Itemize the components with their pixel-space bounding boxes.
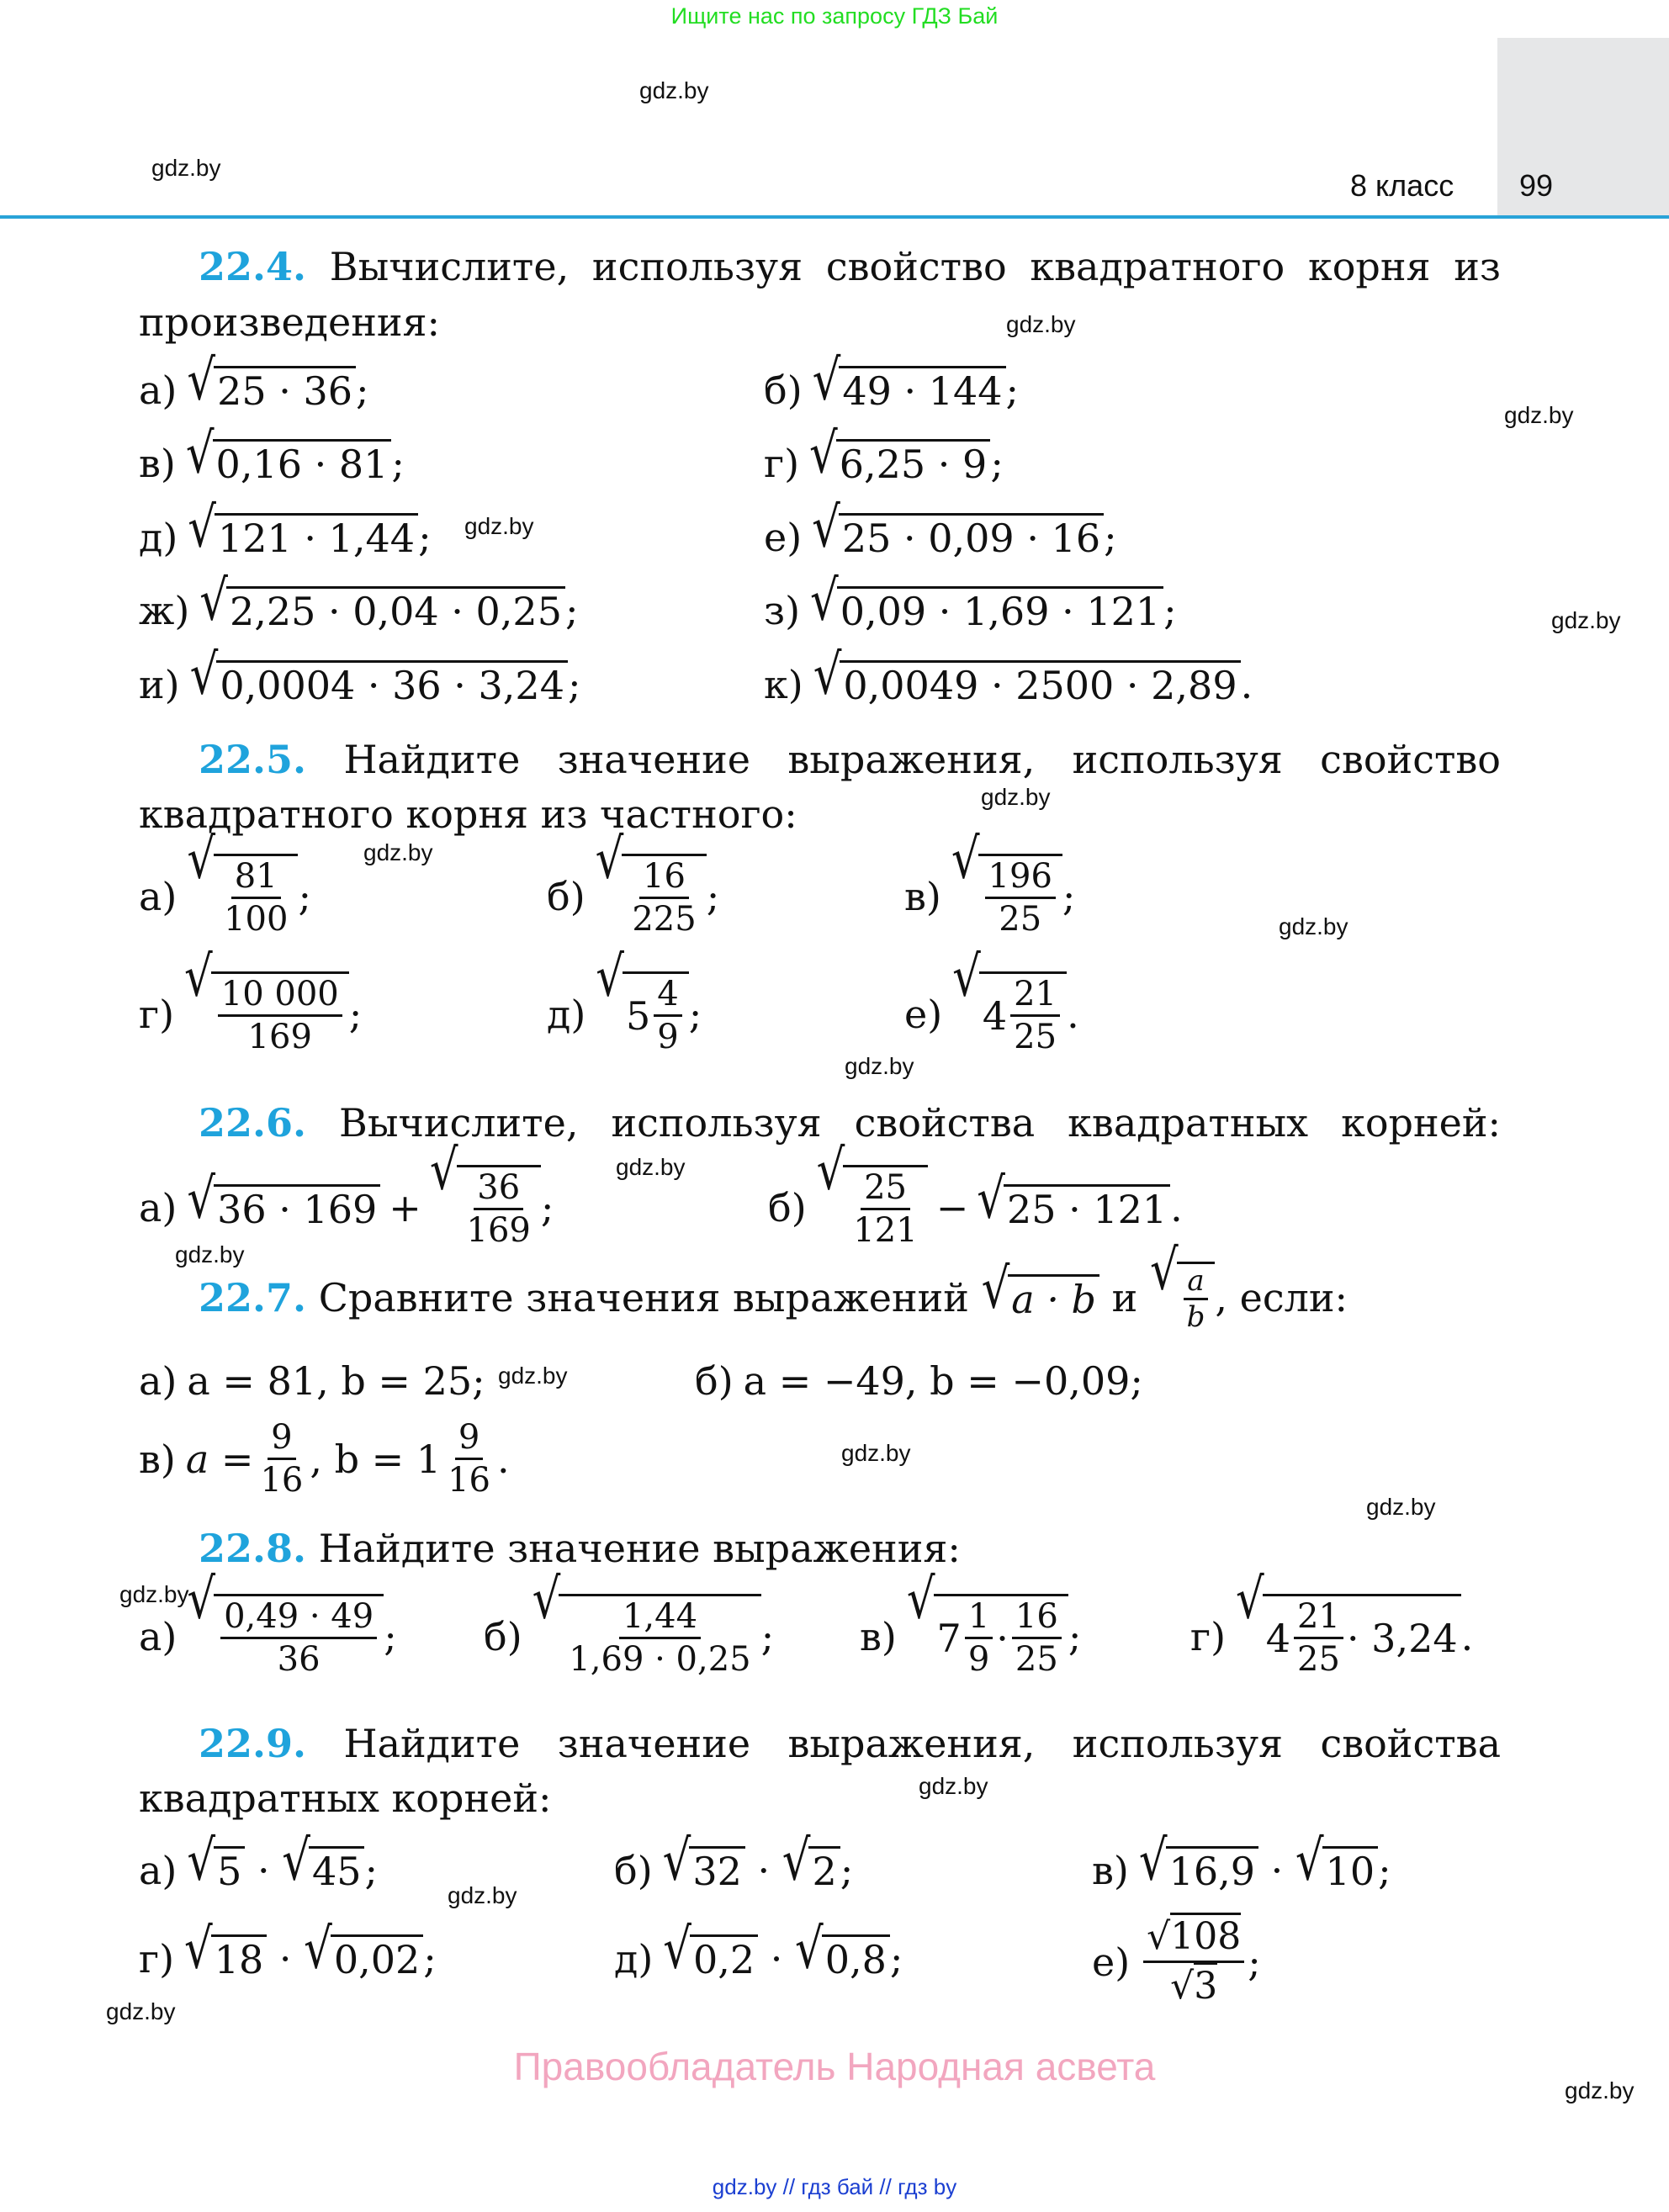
radical-icon: √ [812,495,840,560]
punct: ; [1068,1614,1082,1659]
sqrt [185,421,392,487]
watermark: gdz.by [175,1241,245,1267]
ex227-item-v [139,1417,510,1500]
watermark: gdz.by [981,784,1051,810]
ex227-item-b [695,1358,1143,1404]
numerator: 16 [639,856,689,899]
item-label: к) [764,661,803,707]
sqrt [812,495,1104,561]
numerator [1143,1913,1244,1963]
grade-label: 8 класс [1350,168,1454,203]
watermark: gdz.by [498,1363,568,1389]
exercise-text: Вычислите, используя свойство квадратного корня из [329,244,1501,289]
punct: ; [760,1614,775,1659]
radicand: 49 · 144 [839,366,1005,414]
numerator: 0,49 · 49 [220,1596,377,1639]
radical-icon: √ [282,1828,310,1893]
item-label: а) [139,367,177,413]
operator: · [996,1615,1009,1661]
watermark: gdz.by [363,839,433,865]
whole-part: 4 [1265,1615,1291,1661]
exercise-22-9-line2: квадратных корней: [139,1775,552,1821]
radical-icon: √ [906,1567,935,1632]
ex225-item-e [904,945,1079,1057]
item-label: е) [764,514,803,560]
radicand: 0,09 · 1,69 · 121 [837,586,1163,634]
exercise-number: 22.4. [199,244,307,289]
punct: ; [1005,367,1020,413]
numerator: 81 [231,856,281,899]
fraction [218,974,342,1057]
exercise-22-6-line1 [199,1095,1501,1151]
watermark: gdz.by [639,77,709,103]
exercise-22-5-line2: квадратного корня из частного: [139,791,797,837]
numerator: 4 [654,974,681,1017]
denominator: 169 [466,1211,531,1250]
item-label: б) [768,1185,807,1230]
denominator: 25 [1014,1018,1057,1056]
radical-icon: √ [782,1828,811,1893]
exercise-number: 22.8. [199,1526,307,1571]
punct: ; [564,587,579,633]
radical-icon: √ [595,827,624,892]
ex228-item-b [484,1567,775,1680]
item-label: в) [139,1436,176,1482]
punct: ; [540,1185,554,1230]
radicand: 6,25 · 9 [836,439,991,487]
ex226-item-b [768,1138,1183,1251]
sqrt [188,495,418,561]
ex229-item-g: г) √ 18 · √ 0,02 ; [139,1917,437,1982]
item-label: з) [764,587,801,633]
punct: ; [356,367,369,413]
radicand: 108 [1170,1913,1241,1958]
search-banner[interactable]: Ищите нас по запросу ГДЗ Бай [670,3,999,29]
item-label: а) [139,874,177,919]
radical-icon: √ [816,1138,845,1203]
fraction [1294,1596,1343,1680]
radical-icon: √ [809,421,838,486]
denominator: 1,69 · 0,25 [569,1640,751,1679]
item-label: и) [139,661,180,707]
ex224-item-v [139,421,405,487]
radical-icon: √ [1147,1915,1171,1958]
punct: ; [1104,514,1117,560]
punct: ; [348,992,363,1037]
conjunction: и [1111,1275,1138,1320]
item-label: д) [139,514,178,560]
ex224-item-z [764,569,1177,634]
ex224-item-zh [139,569,579,634]
radical-icon: √ [813,643,842,707]
numerator: 21 [1010,974,1060,1017]
punct: . [1170,1185,1183,1230]
radicand: 0,0004 · 36 · 3,24 [216,660,568,708]
radicand: 5 [214,1846,245,1894]
condition: , b = 1 [310,1436,442,1482]
radical-icon: √ [187,1167,216,1231]
sqrt [809,421,990,487]
header-rule [0,215,1669,219]
radicand: 16,9 [1166,1846,1258,1894]
punct: ; [889,1935,903,1982]
exercise-22-8-line1 [199,1521,961,1576]
radical-icon: √ [188,495,216,560]
radical-icon: √ [1149,1238,1179,1303]
watermark: gdz.by [1279,913,1348,939]
exercise-number: 22.7. [199,1275,307,1320]
punct: ; [364,1847,378,1893]
punct: ; [688,992,702,1037]
fraction [850,1167,920,1251]
numerator: 1,44 [619,1596,701,1639]
fraction [654,974,681,1057]
radical-icon: √ [184,945,213,1009]
watermark: gdz.by [464,513,534,539]
item-label: в) [904,874,941,919]
radicand: 25 · 36 [214,366,356,414]
radical-icon: √ [596,945,624,1009]
operator: + [389,1185,421,1230]
exercise-22-4-line2: произведения: [139,299,441,345]
sqrt [810,569,1163,634]
radicand: 18 [211,1934,268,1982]
punct: ; [990,440,1004,486]
item-label: а) [139,1614,177,1659]
denominator: 225 [632,900,697,939]
ex229-item-v: в) √ 16,9 · √ 10 ; [1092,1828,1391,1894]
ex228-item-g [1190,1567,1474,1680]
radical-icon: √ [189,643,219,707]
denominator: 121 [853,1211,918,1250]
radical-icon: √ [184,1917,213,1982]
sqrt [813,643,1241,708]
radicand: 0,16 · 81 [213,439,392,487]
radicand: 2 [808,1846,840,1894]
radical-icon: √ [187,827,216,892]
exercise-text: Сравните значения выражений [318,1275,969,1320]
exercise-22-9-line1 [199,1716,1501,1771]
punct: ; [384,1614,397,1659]
item-label: б) [484,1614,522,1659]
denominator: 9 [967,1640,990,1679]
sqrt [812,348,1006,414]
sqrt [199,569,565,634]
footer-links[interactable]: gdz.by // гдз бай // гдз by [712,2174,957,2199]
sqrt [189,643,568,708]
item-label: б) [764,367,803,413]
ex225-item-b [547,827,720,939]
item-label: е) [1092,1939,1131,1985]
whole-part: 4 [982,992,1008,1039]
radical-icon: √ [812,348,841,413]
radicand: 0,2 [690,1934,758,1982]
whole-part: 7 [936,1615,962,1661]
item-label: а) [139,1358,177,1404]
watermark: gdz.by [919,1773,988,1799]
exercise-number: 22.5. [199,737,307,782]
radical-icon: √ [1138,1828,1168,1893]
radicand: 121 · 1,44 [215,513,418,561]
numerator: 9 [268,1417,295,1460]
radicand: 45 [309,1846,365,1894]
copyright-notice: Правообладатель Народная асвета [513,2045,1156,2088]
radicand: 0,02 [331,1934,423,1982]
fraction [220,1596,377,1680]
item-label: г) [1190,1614,1227,1659]
item-label: г) [139,1935,175,1982]
ex227-item-a [139,1358,485,1404]
condition: a = [185,1436,254,1482]
radical-icon: √ [662,1828,691,1893]
ex224-item-g [764,421,1004,487]
radical-icon: √ [187,1828,216,1893]
denominator [1167,1963,1221,2010]
radical-icon: √ [429,1138,458,1203]
radical-icon: √ [951,827,980,892]
radicand: 2,25 · 0,04 · 0,25 [226,586,565,634]
radical-icon: √ [304,1917,332,1982]
condition: a = −49, b = −0,09; [743,1358,1143,1404]
numerator: 9 [455,1417,483,1460]
radicand: 25 · 121 [1004,1184,1170,1232]
denominator: 16 [260,1461,304,1500]
item-label: г) [139,992,175,1037]
radicand: a · b [1008,1274,1099,1322]
denominator: 16 [448,1461,490,1500]
numerator: 16 [1012,1596,1062,1639]
watermark: gdz.by [106,1998,176,2024]
item-label: в) [139,440,176,486]
item-label: г) [764,440,800,486]
ex224-item-e [764,495,1117,561]
fraction [464,1167,534,1251]
fraction [965,1596,993,1680]
radicand-tail: · 3,24 [1346,1615,1458,1661]
punct: ; [1062,874,1076,919]
exercise-text: Найдите значение выражения, используя свойства [343,1721,1501,1766]
exercise-text: Найдите значение выражения, используя свойство [343,737,1501,782]
exercise-text: Вычислите, используя свойства квадратных корней: [339,1100,1502,1146]
watermark: gdz.by [151,155,221,181]
radical-icon: √ [185,421,215,486]
punct: ; [1248,1939,1261,1985]
exercise-22-5-line1 [199,732,1501,787]
numerator: 1 [965,1596,993,1639]
fraction [1184,1264,1209,1334]
ex226-item-a [139,1138,554,1251]
watermark: gdz.by [1366,1494,1436,1520]
fraction [1010,974,1060,1057]
denominator: 169 [247,1018,312,1056]
radical-icon: √ [1295,1828,1324,1893]
punct: ; [423,1935,437,1982]
watermark: gdz.by [1006,311,1076,337]
radical-icon: √ [810,569,839,633]
watermark: gdz.by [448,1882,517,1908]
numerator: 36 [474,1167,523,1210]
punct: ; [1378,1847,1391,1893]
exercise-text: Найдите значение выражения: [318,1526,961,1571]
fraction [220,856,291,939]
numerator: 10 000 [218,974,342,1017]
ex224-item-i [139,643,581,708]
radical-icon: √ [663,1917,691,1982]
denominator: b [1186,1300,1205,1334]
ex224-item-d [139,495,432,561]
watermark: gdz.by [841,1440,911,1466]
ex229-item-e [1092,1913,1261,2010]
fraction [444,1417,494,1500]
punct: ; [298,874,311,919]
watermark: gdz.by [1565,2077,1635,2104]
watermark: gdz.by [616,1154,686,1180]
ex224-item-k [764,643,1253,708]
ex228-item-v [860,1567,1082,1680]
page-number: 99 [1519,168,1554,203]
fraction [565,1596,754,1680]
ex225-item-d [547,945,702,1057]
radical-icon: √ [187,348,216,413]
whole-part: 5 [625,992,651,1039]
radical-icon: √ [187,1567,216,1632]
denominator: 100 [224,900,289,939]
punct: ; [706,874,720,919]
punct: ; [418,514,432,560]
punct: ; [840,1847,854,1893]
radical-icon: √ [1170,1965,1195,2008]
item-label: е) [904,992,943,1037]
ex225-item-v [904,827,1076,939]
numerator: 21 [1294,1596,1343,1639]
ex224-item-a [139,348,369,414]
punct: ; [391,440,405,486]
radical-icon: √ [1236,1567,1264,1632]
radicand: 0,8 [822,1934,890,1982]
ex229-item-b: б) √ 32 · √ 2 ; [614,1828,854,1894]
radicand: 32 [689,1846,745,1894]
denominator: 25 [1297,1640,1340,1679]
denominator: 25 [999,900,1042,939]
watermark: gdz.by [1504,402,1574,428]
ex229-item-a: а) √ 5 · √ 45 ; [139,1828,378,1894]
numerator: 196 [985,856,1056,899]
item-label: а) [139,1847,177,1893]
punct: ; [1163,587,1177,633]
fraction [628,856,699,939]
exercise-text-tail: , если: [1215,1275,1348,1320]
item-label: в) [860,1614,897,1659]
punct: . [497,1436,510,1482]
radical-icon: √ [981,1257,1010,1321]
radical-icon: √ [532,1567,561,1632]
radical-icon: √ [977,1167,1005,1231]
item-label: д) [614,1935,654,1982]
punct: . [1460,1614,1474,1659]
radical-icon: √ [795,1917,824,1982]
punct: . [1240,661,1253,707]
ex225-item-a [139,827,311,939]
item-label: д) [547,992,586,1037]
item-label: а) [139,1185,177,1230]
punct: ; [567,661,581,707]
ex225-item-g [139,945,363,1057]
radical-icon: √ [199,569,228,633]
operator: − [935,1185,969,1230]
item-label: ж) [139,587,190,633]
punct: . [1067,992,1079,1037]
sqrt [187,348,356,414]
denominator: 25 [1015,1640,1058,1679]
fraction [1143,1913,1244,2010]
exercise-number: 22.6. [199,1100,307,1146]
fraction [985,856,1056,939]
ex224-item-b [764,348,1020,414]
numerator: 25 [861,1167,910,1210]
exercise-22-4-line1 [199,239,1501,294]
item-label: б) [547,874,585,919]
denominator: 36 [277,1640,321,1679]
radicand: 0,0049 · 2500 · 2,89 [840,660,1240,708]
numerator: a [1184,1264,1207,1300]
radicand: 25 · 0,09 · 16 [839,513,1104,561]
ex229-item-d: д) √ 0,2 · √ 0,8 ; [614,1917,903,1982]
radicand: 3 [1194,1962,1217,2008]
watermark: gdz.by [1551,607,1621,633]
radicand: 10 [1322,1846,1379,1894]
condition: a = 81, b = 25; [187,1358,485,1404]
radicand: 36 · 169 [214,1184,380,1232]
item-label: в) [1092,1847,1129,1893]
item-label: б) [614,1847,653,1893]
fraction [1012,1596,1062,1680]
fraction [257,1417,306,1500]
denominator: 9 [657,1018,679,1056]
item-label: б) [695,1358,734,1404]
radical-icon: √ [952,945,981,1009]
watermark: gdz.by [119,1581,189,1607]
watermark: gdz.by [845,1053,914,1079]
exercise-number: 22.9. [199,1721,307,1766]
